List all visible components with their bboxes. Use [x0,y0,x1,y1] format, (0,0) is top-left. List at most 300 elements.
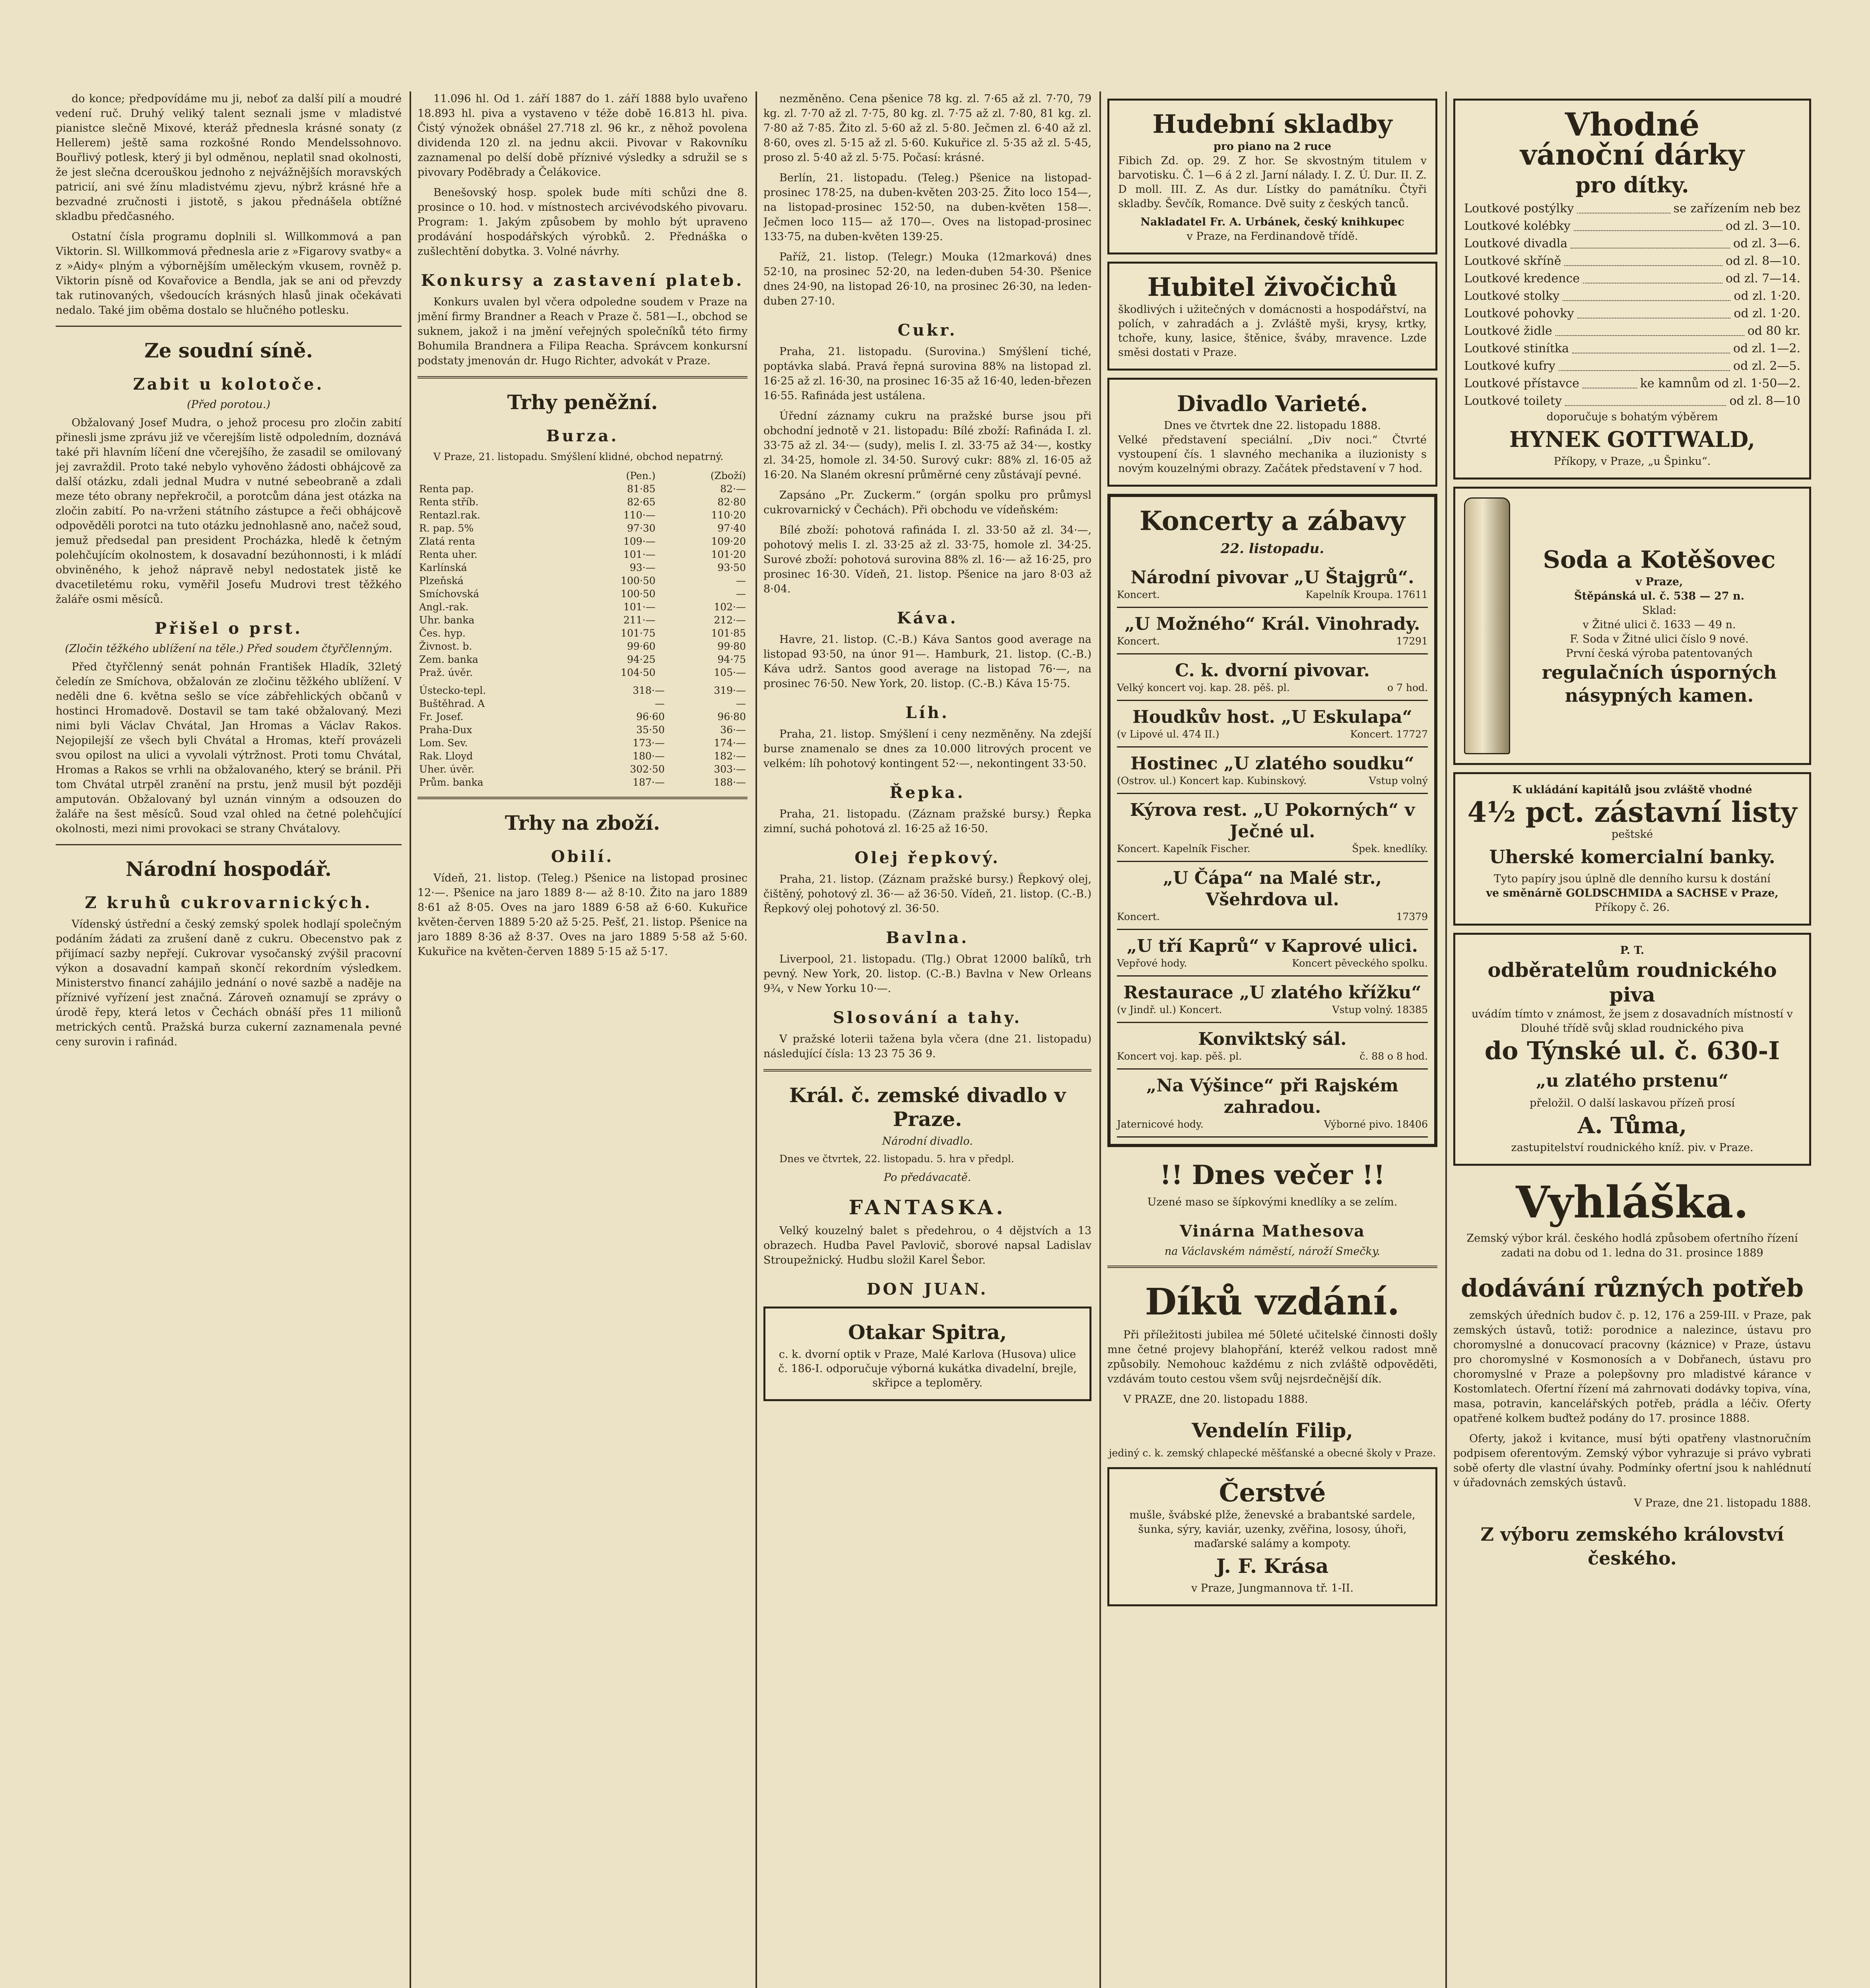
table-cell: 101·— [623,601,656,613]
table-cell: 319·— [714,685,746,696]
venue-detail-left: Koncert. [1117,635,1160,647]
leader-dots [1577,305,1731,318]
share-row [417,736,748,749]
venue-detail-left: (Ostrov. ul.) Koncert kap. Kubinskový. [1117,775,1307,786]
venue-details [1117,911,1428,923]
venue-details [1117,775,1428,787]
article-title: Káva. [897,609,958,627]
article-text: do konce; předpovídáme mu ji, neboť za další pilí a moudré vedení ruč. Druhý veliký talent seznali jsme v mladistvé pianistce slečně Mixové, kteráž přednesla krásné sonaty (z Hellerem) ještě sama rozkošné Rondo Mendelssohnovo. Bouřlivý potlesk, který ji byl odměnou, neplatil snad okolnosti, že jest slečna dcerouškou jednoho z nejvážnějších moravských patricií, ani své žínu mladistvému zjevu, nýbrž krásné hře a bezvadné zručnosti i jistotě, s jakou přednášela obtížné skladbu předčasného. [56,93,402,223]
table-cell: Renta stříb. [419,496,479,508]
gift-item-price: od zl. 1·20. [1734,289,1800,303]
venue-details [1117,843,1428,855]
venue-name: Konviktský sál. [1198,1029,1347,1049]
roudnicke-ad [1453,933,1811,1166]
table-cell: 99·80 [717,641,746,652]
vyhlaska-heading: Vyhláška. [1516,1176,1749,1228]
venue-entry [1117,1070,1428,1138]
venue-details [1117,957,1428,970]
rates-table [417,469,748,679]
table-cell: Lom. Sev. [419,737,468,749]
theatre-line: Po předávacatě. [884,1171,971,1184]
table-cell: 318·— [633,685,665,696]
ad-title: Vendelín Filip, [1192,1419,1353,1442]
venue-details [1117,1004,1428,1016]
venue-entry [1117,1023,1428,1070]
article-text: 11.096 hl. Od 1. září 1887 do 1. září 1888 bylo uvařeno 18.893 hl. piva a vystaveno v téže době 16.813 hl. piva. Čistý výnožek obnášel 27.718 zl. 96 kr., z něhož povolena dividenda 120 zl. na jednu akcii. Pivovar v Rakovníku zaznamenal po delší době příznivé výsledky a sdružil se s pivovary Poděbrady a Čelákovice. [417,93,748,179]
table-cell: Uher. úvěr. [419,763,475,775]
venue-entry [1117,862,1428,930]
table-cell: Karlínská [419,562,467,573]
ad-title: regulačních úsporných násypných kamen. [1542,662,1777,706]
gift-item-price: od zl. 8—10. [1725,254,1800,268]
ad-text: Uzené maso se šípkovými knedlíky a se zelím. [1147,1196,1398,1208]
gift-item [1464,392,1800,410]
ad-text: zastupitelství roudnického kníž. piv. v Praze. [1511,1142,1753,1154]
gift-item-name: Loutkové kredence [1464,272,1580,285]
venue-detail-left: (v Lipové ul. 474 II.) [1117,728,1219,740]
table-cell: 97·40 [717,522,746,534]
venue-name: Hostinec „U zlatého soudku“ [1130,753,1414,774]
leader-dots [1583,270,1722,283]
gift-item-name: Loutkové kolébky [1464,219,1571,233]
article-title: Přišel o prst. [154,619,303,638]
venue-detail-right: Kapelník Kroupa. 17611 [1305,589,1428,600]
rate-row [417,627,748,640]
article-title: Bavlna. [885,928,969,947]
venue-entry [1117,654,1428,701]
leader-dots [1577,200,1670,214]
theatre-play-title: FANTASKA. [849,1196,1006,1219]
share-row [417,710,748,723]
divider [417,376,748,379]
theatre-text: Velký kouzelný balet s předehrou, o 4 dějstvích a 13 obrazech. Hudba Pavel Pavlovič, sborové napsal Ladislav Stroupežnický. Hudbu složil Karel Šebor. [763,1225,1091,1266]
ad-text: Štěpánská ul. č. 538 — 27 n. [1574,590,1745,602]
venue-entry [1117,747,1428,794]
hudebni-ad [1107,99,1437,254]
table-cell: Praha-Dux [419,724,472,736]
table-cell: 174·— [714,737,746,749]
section-heading: Trhy na zboží. [505,811,660,835]
venue-detail-right: č. 88 o 8 hod. [1359,1050,1428,1062]
gift-item-price: ke kamnům od zl. 1·50—2. [1640,377,1800,390]
ad-text: K ukládání kapitálů jsou zvláště vhodné [1512,784,1752,796]
leader-dots [1559,357,1730,371]
theatre-play-title: DON JUAN. [866,1280,988,1299]
column-rule [1445,91,1447,1988]
article-text: Paříž, 21. listop. (Telegr.) Mouka (12marková) dnes 52·10, na prosinec 52·20, na leden-duben 54·30. Pšenice dnes 24·90, na listopad 26·10, na prosinec 26·30, na leden-duben 27·10. [763,251,1091,307]
table-cell: Rak. Lloyd [419,750,473,762]
ad-title: Z výboru zemského království českého. [1480,1524,1784,1569]
gift-item-price: od zl. 1—2. [1733,342,1800,355]
share-row [417,684,748,697]
listy-ad [1453,772,1811,926]
gift-item [1464,305,1800,322]
ad-text: přeložil. O další laskavou přízeň prosí [1530,1097,1735,1109]
venue-detail-left: Jaternicové hody. [1117,1118,1204,1130]
koncerty-title: Koncerty a zábavy [1139,505,1406,536]
rate-row [417,495,748,509]
table-cell: 211·— [623,614,656,626]
ad-text: Nakladatel Fr. A. Urbánek, český knihkupec [1140,216,1404,228]
gift-item-name: Loutkové divadla [1464,237,1568,250]
column-rule [1099,91,1101,1988]
table-header-cell: (Zboží) [710,470,746,481]
venue-detail-left: Koncert. [1117,911,1160,922]
leader-dots [1574,217,1722,231]
ad-title: Soda a Kotěšovec [1543,546,1776,574]
article-text: Zapsáno „Pr. Zuckerm.“ (orgán spolku pro průmysl cukrovarnický v Čechách). Při obchodu ve vídeňském: [763,489,1091,516]
gift-item-name: Loutkové postýlky [1464,202,1574,215]
table-cell: 82·65 [627,496,656,508]
ad-title: do Týnské ul. č. 630-I [1484,1036,1780,1065]
gift-item-price: od zl. 1·20. [1734,307,1800,320]
venue-detail-right: Výborné pivo. 18406 [1324,1118,1428,1130]
table-cell: Renta pap. [419,483,474,495]
ad-text: ve směnárně GOLDSCHMIDA a SACHSE v Praze, [1486,887,1779,899]
leader-dots [1565,392,1726,406]
venue-entry [1117,701,1428,747]
table-cell: 102·— [714,601,746,613]
venue-name: „U tří Kaprů“ v Kaprové ulici. [1127,936,1418,956]
venue-detail-right: Špek. knedlíky. [1352,843,1428,854]
venue-detail-left: Koncert. [1117,589,1160,600]
article-title: Olej řepkový. [854,848,1000,867]
table-cell: 81·85 [627,483,656,495]
gift-item-price: od zl. 7—14. [1725,272,1800,285]
table-cell: Čes. hyp. [419,627,466,639]
article-title: Slosování a tahy. [833,1008,1022,1027]
soda-ad [1453,487,1811,765]
hubitel-ad [1107,262,1437,371]
article-text: Bílé zboží: pohotová rafináda I. zl. 33·50 až zl. 34·—, pohotový melis I. zl. 33·25 až zl. 33·75, homole zl. 34·25. Surové zboží: pohotová surovina 88% zl. 16·— až 16·25, pro prosinec 16·30. Vídeň, 21. listop. Pšenice na jaro 8·03 až 8·04. [763,524,1091,595]
venue-entry [1117,930,1428,977]
table-cell: 93·50 [717,562,746,573]
venue-details [1117,588,1428,601]
ad-text: v Praze, na Ferdinandově třídě. [1186,230,1358,243]
gift-item [1464,375,1800,392]
table-cell: Buštěhrad. A [419,698,485,709]
cerstve-ad [1107,1467,1437,1606]
venue-entry [1117,794,1428,862]
article-text: V Praze, 21. listopadu. Smýšlení klidné, obchod nepatrný. [433,451,724,462]
table-cell: 188·— [714,777,746,788]
table-cell: 212·— [714,614,746,626]
column-2 [417,91,748,1988]
table-cell: 35·50 [636,724,665,736]
table-cell: — [736,698,746,709]
venue-name: „U Čápa“ na Malé str., Všehrdova ul. [1163,868,1382,910]
article-text: Praha, 21. listop. Smýšlení i ceny nezměněny. Na zdejší burse znamenalo se dnes za 10.000 litrových procent ve velkém: líh pohotový kontingent 52·—, nekontingent 33·50. [763,728,1091,770]
venue-detail-right: 17291 [1396,635,1428,647]
venue-detail-right: 17379 [1396,911,1428,922]
article-title: Obilí. [551,847,614,866]
table-cell: 100·50 [621,588,656,600]
table-cell: 109·20 [711,536,746,547]
ad-text: Příkopy č. 26. [1594,901,1670,914]
ad-text: v Žitné ulici č. 1633 — 49 n. [1583,619,1736,631]
ad-text: Sklad: [1642,604,1676,617]
venue-detail-left: Vepřové hody. [1117,957,1187,969]
ad-text: V Praze, dne 21. listopadu 1888. [1634,1497,1811,1509]
share-row [417,763,748,776]
rate-row [417,482,748,495]
venue-name: Restaurace „U zlatého křížku“ [1123,982,1421,1003]
ad-title: odběratelům roudnického piva [1487,958,1777,1006]
table-cell: — [736,575,746,586]
article-title: Cukr. [897,321,957,340]
leader-dots [1571,235,1730,248]
table-cell: Živnost. b. [419,641,472,652]
ad-title: vánoční dárky [1520,138,1745,171]
article-title: Konkursy a zastavení plateb. [421,271,744,290]
gift-item [1464,322,1800,340]
venue-details [1117,1050,1428,1063]
rate-row [417,522,748,535]
gift-item-name: Loutkové stolky [1464,289,1560,303]
venue-name: C. k. dvorní pivovar. [1175,660,1370,681]
column-4 [1107,91,1437,1988]
gift-item [1464,357,1800,375]
table-header [417,469,748,482]
table-cell: R. pap. 5% [419,522,474,534]
article-text: V pražské loterii tažena byla včera (dne 21. listopadu) následující čísla: 13 23 75 36 9. [763,1033,1091,1060]
ad-text: Zemský výbor král. českého hodlá způsobem ofertního řízení zadati na dobu od 1. ledna do 31. prosince 1889 [1466,1232,1798,1259]
table-cell: Uhr. banka [419,614,475,626]
gift-item-name: Loutkové pohovky [1464,307,1574,320]
gift-item-price: od 80 kr. [1747,324,1800,338]
table-cell: 100·50 [621,575,656,586]
table-cell: 109·— [623,536,656,547]
table-cell: 93·— [629,562,656,573]
gift-item-price: se zařízením neb bez [1673,202,1800,215]
table-cell: 110·— [623,509,656,521]
article-title: Burza. [546,427,619,445]
table-cell: 94·25 [627,654,656,665]
section-heading: Národní hospodář. [125,857,332,881]
ad-text: mušle, švábské plže, ženevské a brabantské sardele, šunka, sýry, kaviár, uzenky, zvěřina, lososy, úhoři, maďarské salámy a kompoty. [1129,1509,1416,1550]
venue-detail-right: Koncert pěveckého spolku. [1292,957,1428,969]
column-5 [1453,91,1811,1988]
table-header-cell [417,469,568,482]
article-text: Benešovský hosp. spolek bude míti schůzi dne 8. prosince o 10. hod. v místnostech arcivévodského pivovaru. Program: 1. Jakým způsobem by mohlo být upraveno prodávání hospodářských výrobků. 2. Přednáška o zušlechtění dobytka. 3. Volné návrhy. [417,186,748,258]
ad-text: První česká výroba patentovaných [1566,647,1753,660]
table-cell: 36·— [720,724,746,736]
ad-text: doporučuje s bohatým výběrem [1546,411,1718,423]
article-text: Praha, 21. listop. (Záznam pražské bursy.) Řepkový olej, čištěný, pohotový zl. 36·— až 36·50. Vídeň, 21. listop. (C.-B.) Řepkový olej pohotový zl. 36·50. [763,873,1091,915]
theatre-heading: Král. č. zemské divadlo v Praze. [789,1083,1066,1131]
article-text: Vídeň, 21. listop. (Teleg.) Pšenice na listopad prosinec 12·—. Pšenice na jaro 1889 8·— až 8·10. Žito na jaro 1889 8·61 až 8·05. Oves na jaro 1889 6·58 až 6·60. Kukuřice květen-červen 1889 5·20 až 5·25. Pešť, 21. listop. Pšenice na jaro 1889 8·36 až 8·37. Oves na jaro 1889 5·58 až 5·60. Kukuřice na květen-červen 1889 5·15 až 5·17. [417,872,748,958]
column-rule [755,91,757,1988]
ad-text: jediný c. k. zemský chlapecké měšťanské a obecné školy v Praze. [1109,1447,1436,1459]
table-cell: Smíchovská [419,588,479,600]
venue-entry [1117,608,1428,654]
share-row [417,776,748,789]
divider [417,797,748,799]
gift-item-name: Loutkové toilety [1464,394,1562,408]
ad-subtitle: pro piano na 2 ruce [1213,140,1332,153]
spitra-ad [763,1307,1091,1401]
ad-title: Vhodné [1565,106,1700,143]
ad-title: Čerstvé [1219,1478,1326,1508]
table-cell: 96·60 [636,711,665,722]
rate-row [417,640,748,653]
article-text: Liverpool, 21. listopadu. (Tlg.) Obrat 12000 balíků, trh pevný. New York, 20. listop. (C.-B.) Bavlna v New Orleans 9¾, v New Yorku 10·—. [763,953,1091,995]
table-cell: 101·20 [711,549,746,560]
koncerty-date: 22. listopadu. [1220,541,1324,557]
ad-text: škodlivých i užitečných v domácnosti a hospodářství, na polích, v zahradách a j. Zvláště myši, krysy, krtky, tchoře, kuny, lasice, štěnice, šváby, mravence. Lzde směsi dostati v Praze. [1118,303,1427,359]
ad-text: Tyto papíry jsou úplně dle denního kursu k dostání [1494,873,1771,885]
ad-text: V PRAZE, dne 20. listopadu 1888. [1123,1393,1308,1406]
table-cell: 96·80 [717,711,746,722]
column-3 [763,91,1091,1988]
venue-name: Houdkův host. „U Eskulapa“ [1132,707,1412,727]
table-cell: 110·20 [711,509,746,521]
table-cell: 101·— [623,549,656,560]
gift-item-price: od zl. 2—5. [1733,359,1800,373]
venue-detail-right: Vstup volný. 18385 [1332,1004,1428,1015]
article-text: Ostatní čísla programu doplnili sl. Willkommová a pan Viktorin. Sl. Willkommová přednesla arie z »Figarovy svatby« a z »Aidy« plným a výbornějším uměleckým vkusem, rovněž p. Viktorin písně od Kovařovice a Bendla, jak se ani od převzdy tak rutinovaných, všedoucích krásných hlasů jinak očekávati nedalo. Také jim oběma dostalo se hlučného potlesku. [56,231,402,316]
rate-row [417,587,748,600]
theatre-subtitle: Národní divadlo. [882,1135,973,1147]
article-text: Konkurs uvalen byl včera odpoledne soudem v Praze na jmění firmy Brandner a Reach v Praze č. 581—I., obchod se suknem, jakož i na jmění veřejných společníků této firmy Bohumila Brandnera a Filipa Reacha. Správcem konkursní podstaty jmenován dr. Hugo Richter, advokát v Praze. [417,296,748,367]
ad-text: zemských úředních budov č. p. 12, 176 a 259-III. v Praze, pak zemských ústavů, totiž: porodnice a nalezince, ústavu pro choromyslné a donucovací pracovny (káznice) v Praze, ústavu pro choromyslné v Kosmonosích a v Dobřanech, ústavu pro choromyslné v Praze a polepšovny pro mladistvé kárance v Kostomlatech. Ofertní řízení má zahrnovati dodávky topiva, vína, masa, potravin, kancelářských potřeb, prádla a léčiv. Oferty opatřené kolkem buďtež podány do 17. prosince 1888. [1453,1309,1811,1425]
ad-text: Velké představení speciální. „Div noci.“ Čtvrté vystoupení čís. 1 slavného mechanika a iluzionisty s novým kouzelnými obrazy. Začátek představení v 7 hod. [1118,434,1427,475]
venue-list [1117,561,1428,1138]
table-cell: 99·60 [627,641,656,652]
table-cell: Angl.-rak. [419,601,469,613]
venue-entry [1117,561,1428,608]
article-title: Řepka. [889,783,965,802]
theatre-line: Dnes ve čtvrtek, 22. listopadu. 5. hra v předpl. [779,1153,1014,1165]
divider [56,844,402,845]
gift-item-name: Loutkové židle [1464,324,1552,338]
ad-text: P. T. [1620,944,1645,957]
article-subtitle: (Zločin těžkého ublížení na těle.) Před soudem čtyřčlenným. [65,643,392,655]
ad-text: F. Soda v Žitné ulici číslo 9 nové. [1570,633,1749,645]
table-cell: 101·85 [711,627,746,639]
ad-title: „u zlatého prstenu“ [1536,1071,1729,1091]
table-header-cell: (Pen.) [626,470,656,481]
gift-item [1464,235,1800,252]
venue-details [1117,635,1428,648]
leader-dots [1572,340,1730,353]
gift-item-name: Loutkové skříně [1464,254,1561,268]
article-title: Líh. [905,703,950,722]
rate-row [417,666,748,679]
table-cell: 82·— [720,483,746,495]
ad-title: dodávání různých potřeb [1461,1274,1804,1303]
table-cell: 187·— [633,777,665,788]
table-cell: 302·50 [630,763,665,775]
table-cell: Ústecko-tepl. [419,685,486,696]
gift-item [1464,252,1800,270]
article-text: Obžalovaný Josef Mudra, o jehož procesu pro zločin zabití přinesli jsme zprávu již ve včerejším listě odpoledním, doznává také při hlavním líčení dne včerejšího, že zasadil se omilovaný jej zavraždil. Proto také nebylo vyhověno žádosti obhájcově za další otázku, zdali jednal Mudra v nutné sebeobraně a zdali meze této obrany nepřekročil, a porotcům dána jest otázka na zločin zabití. Po na-vrženi státního zástupce a řeči obhájcově odpověděli porotci na tuto otázku jednohlasně ano, načež soud, jemuž předsedal pan president Procházka, hledě k četným polehčujícím okolnostem, k dosavadní bezúhonnosti, i k mládí obviněného, k jehož nápravě nebyl nedostatek jistě ke dvacetiletému roku, vyměřil Josefu Mudrovi trest těžkého žaláře osmi měsíců. [56,417,402,606]
ad-text: Při příležitosti jubilea mé 50leté učitelské činnosti došly mne četné projevy blahopřání, kteréž velkou radost mně způsobily. Nemohouc každému z nich zvláště odpověděti, vzdávám touto cestou všem svůj nejsrdečnější dík. [1107,1329,1437,1385]
table-cell: 94·75 [717,654,746,665]
venue-entry [1117,977,1428,1023]
gift-item-price: od zl. 3—6. [1733,237,1800,250]
article-text: Berlín, 21. listopadu. (Teleg.) Pšenice na listopad-prosinec 178·25, na duben-květen 203·25. Žito loco 154—, na listopad-prosinec 152·50, na duben-květen 158—. Ječmen loco 115— až 170—. Oves na listopad-prosinec 133·75, na duben-květen 139·25. [763,172,1091,243]
venue-details [1117,1118,1428,1131]
ad-text: c. k. dvorní optik v Praze, Malé Karlova (Husova) ulice č. 186-I. odporučuje výborná kukátka divadelní, brejle, skřipce a teploměry. [778,1348,1077,1389]
gift-item [1464,340,1800,357]
table-cell: Renta uher. [419,549,478,560]
article-text: Vídenský ústřední a český zemský spolek hodlají společným podáním žádati za zrušení daně z cukru. Obecenstvo pak z přijímací sazby nepřejí. Cukrovar vysočanský zvýšil pracovní výkon a dosavadní kampaň skončí rekordním výsledkem. Ministerstvo financí zahájilo jednání o nové sazbě a naděje na příznivé vyřízení jest značná. Zároveň oznamují se zprávy o úrodě řepy, která letos v Čechách obnáší přes 11 milionů metrických centů. Pražská burza cukerní zaznamenala pevné ceny surovin i rafinád. [56,918,402,1048]
table-cell: 101·75 [621,627,656,639]
venue-name: „Na Výšince“ při Rajském zahradou. [1146,1076,1398,1117]
rate-row [417,653,748,666]
gift-item-price: od zl. 8—10 [1729,394,1800,408]
venue-name: Kýrova rest. „U Pokorných“ v Ječné ul. [1130,800,1415,842]
item-list [1464,200,1800,410]
venue-details [1117,681,1428,694]
table-cell: Plzeňská [419,575,464,586]
rate-row [417,509,748,522]
dnes-vecer-heading: !! Dnes večer !! [1159,1159,1385,1190]
table-cell: 303·— [714,763,746,775]
table-cell: Praž. úvěr. [419,667,473,678]
ad-text: Příkopy, v Praze, „u Špinku“. [1553,455,1711,468]
venue-detail-left: Velký koncert voj. kap. 28. pěš. pl. [1117,682,1290,693]
rate-row [417,535,748,548]
ad-title: HYNEK GOTTWALD, [1509,427,1755,452]
rate-row [417,574,748,587]
column-1 [56,91,402,1988]
ad-title: Hubitel živočichů [1147,272,1398,302]
shares-table [417,684,748,789]
rate-row [417,548,748,561]
divider [763,1069,1091,1072]
share-row [417,749,748,763]
rate-row [417,561,748,574]
table-cell: — [654,698,665,709]
venue-name: Národní pivovar „U Štajgrů“. [1130,567,1414,588]
leader-dots [1583,375,1637,388]
article-text: Úřední záznamy cukru na pražské burse jsou při obchodní jednotě v 21. listopadu: Bílé zboží: Rafináda I. zl. 33·75 až zl. 34·— (sudy), melis I. zl. 33·75 až 34·—, kostky zl. 34·25, homole zl. 34·50. Surový cukr: 88% zl. 16·05 až 16·20. Na Slaném okresní průměrné ceny zůstávají pevné. [763,410,1091,481]
venue-detail-right: Vstup volný [1369,775,1428,786]
darky-ad [1453,99,1811,480]
ad-title: 4½ pct. zástavní listy [1467,796,1797,829]
ad-text: uvádím tímto v známost, že jsem z dosavadních místností v Dlouhé třídě svůj sklad roudnického piva [1472,1008,1793,1035]
gift-item [1464,217,1800,235]
table-cell: 97·30 [627,522,656,534]
table-cell: Zem. banka [419,654,478,665]
divider [56,326,402,327]
table-cell: Fr. Josef. [419,711,464,722]
ad-subtitle: pro dítky. [1575,172,1689,198]
table-cell: 182·— [714,750,746,762]
ad-text: Fibich Zd. op. 29. Z hor. Se skvostným titulem v barvotisku. Č. 1—6 á 2 zl. Jarní nálady. I. Z. Ú. Dur. II. Z. D moll. III. Z. As dur. Lístky do památníku. Čtyři skladby. Ševčík, Romance. Dvě suity z českých tanců. [1118,155,1427,210]
article-title: Z kruhů cukrovarnických. [85,893,373,912]
ad-text: v Praze, Jungmannova tř. 1-II. [1191,1582,1354,1594]
article-text: Praha, 21. listopadu. (Záznam pražské bursy.) Řepka zimní, suchá pohotová zl. 16·25 až 16·50. [763,808,1091,835]
gift-item [1464,200,1800,217]
gift-item [1464,287,1800,305]
gift-item-price: od zl. 3—10. [1725,219,1800,233]
gift-item-name: Loutkové stinítka [1464,342,1569,355]
venue-detail-left: Koncert. Kapelník Fischer. [1117,843,1251,854]
article-text: Před čtyřčlenný senát pohnán František Hladík, 32letý čeledín ze Smíchova, obžalován ze zločinu těžkého ublížení. V neděli dne 6. května sešlo se více zábřehlických občanů v hostinci Hromadově. Dostavil se tam také obžalovaný. Mezi nimi byli Václav Chvátal, Jan Hromas a Václav Rakos. Nejopilejší ze všech byli Chvátal a Hromas, kteří provázeli svou opilost na ulici a vyvolali výtržnost. Proti tomu Chvátal, Hromas a Rakos se vrhli na obžalovaného, který se bránil. Při tom Chvátal utrpěl zranění na prstu, jenž musil být později amputován. Obžalovaný byl uznán vinným a odsouzen do žaláře na šest měsíců. Soud vzal ohled na četné polehčující okolnosti, mezi nimi provokaci se strany Chvátalovy. [56,661,402,835]
share-row [417,697,748,710]
ad-text: Oferty, jakož i kvitance, musí býti opatřeny vlastnoručním podpisem oferentovým. Zemský výbor vyhrazuje si právo vybrati sobě oferty dle vlastní úvahy. Podmínky ofertní jsou k nahlédnutí v úřadovnách zemských ústavů. [1453,1433,1811,1489]
venue-name: „U Možného“ Král. Vinohrady. [1124,614,1420,634]
rate-row [417,600,748,613]
article-text: Havre, 21. listop. (C.-B.) Káva Santos good average na listopad 93·50, na únor 91—. Hamburk, 21. listop. (C.-B.) Káva udrž. Santos good average na listopad 76·—, na prosinec 76·50. New York, 20. listop. (C.-B.) Káva 15·75. [763,633,1091,690]
share-row [417,723,748,736]
variete-ad [1107,378,1437,487]
section-heading: Ze soudní síně. [144,339,313,362]
table-cell: — [736,588,746,600]
